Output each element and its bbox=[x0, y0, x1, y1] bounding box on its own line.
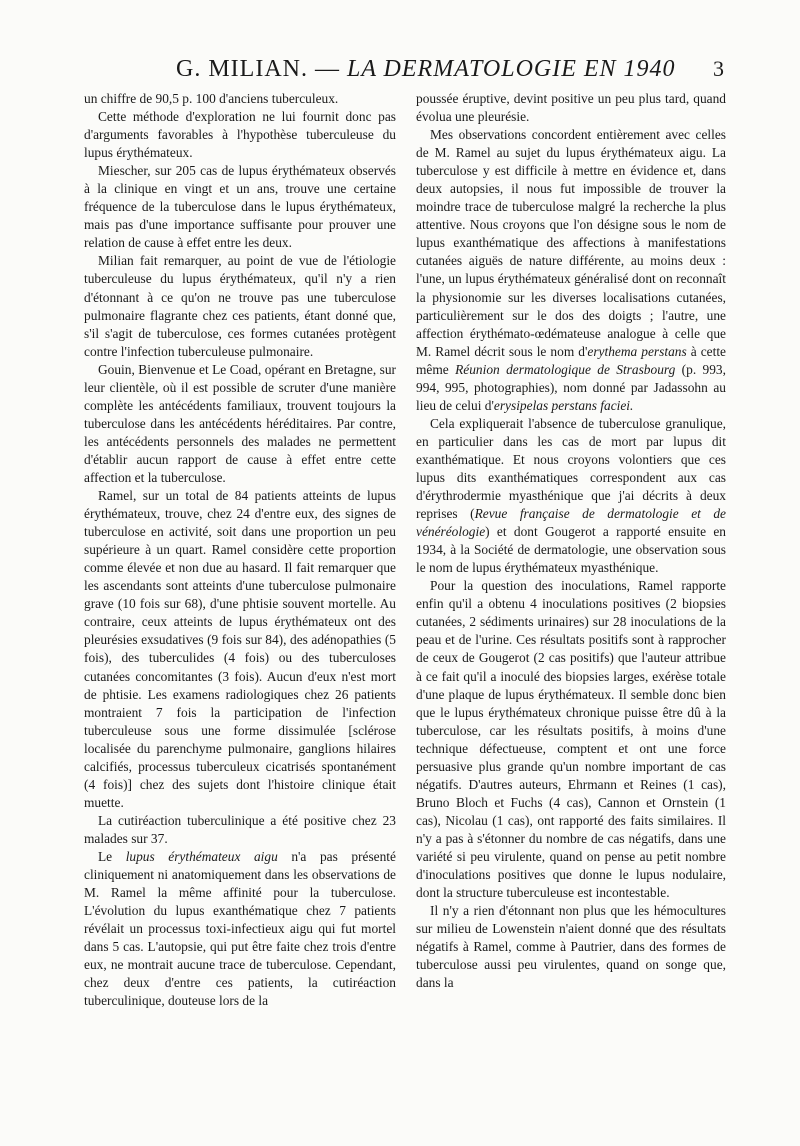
italic-term: erythema perstans bbox=[587, 343, 687, 359]
text-run: Mes observations concordent entièrement avec celles de M. Ramel au sujet du lupus érythémateux aigu. La tuberculose y est difficile à mettre en évidence et, dans deux autopsies, il nous fut impossible de trouver la moindre trace de tuberculose malgré la recherche la plus attentive. Nous croyons que l'on désigne sous le nom de lupus exanthématique des affections à manifestations cutanées aiguës de nature différente, au moins deux : l'une, un lupus érythémateux généralisé dont on reconnaît la physionomie sur les diverses localisations cutanées, particulièrement sur le dos des doigts ; l'autre, une affection érythémato-œdémateuse analogue à celle que M. Ramel décrit sous le nom d' bbox=[416, 127, 726, 359]
text-run: à cette même bbox=[416, 343, 726, 377]
paragraph bbox=[416, 126, 726, 415]
text-run: Le bbox=[98, 848, 126, 864]
header-journal-title: LA DERMATOLOGIE EN 1940 bbox=[346, 56, 676, 82]
page-number: 3 bbox=[713, 56, 724, 81]
text-run: (p. 993, 994, 995, photographies), nom donné par Jadassohn au lieu de celui d' bbox=[416, 361, 726, 413]
paragraph: Pour la question des inoculations, Ramel rapporte enfin qu'il a obtenu 4 inoculations positives (2 biopsies cutanées, 2 sédiments urinaires) sur 28 inoculations de la peau et de l'urine. Ces résultats positifs sont à rapprocher de ceux de Gougerot (2 cas positifs) que l'auteur attribue à ce fait qu'il a inoculé des biopsies larges, exérèse totale d'une plaque de lupus érythémateux. Il semble donc bien que le lupus érythémateux chronique puisse être dû à la tuberculose, car les résultats positifs, à moins d'une technique défectueuse, comptent et ont une force persuasive plus grande qu'un nombre important de cas négatifs. D'autres auteurs, Ehrmann et Reines (1 cas), Bruno Bloch et Fuchs (4 cas), Cannon et Ornstein (1 cas), Nicolau (1 cas), ont rapporté des faits similaires. Il n'y a pas à s'étonner du nombre de cas négatifs, dans une variété si peu virulente, quand on pense au petit nombre d'inoculations positives que donne le lupus nodulaire, dont la structure tuberculeuse est incontestable. bbox=[416, 578, 726, 901]
paragraph: Miescher, sur 205 cas de lupus érythémateux observés à la clinique en vingt et un ans, trouve une certaine fréquence de la tuberculose dans le lupus érythémateux, mais pas d'une importance suffisante pour prouver une relation de cause à effet entre les deux. bbox=[84, 163, 396, 251]
paragraph: poussée éruptive, devint positive un peu plus tard, quand évolua une pleurésie. bbox=[416, 91, 726, 125]
paragraph: Ramel, sur un total de 84 patients atteints de lupus érythémateux, trouve, chez 24 d'entre eux, des signes de tuberculose en activité, soit dans une proportion un peu supérieure à un quart. Ramel considère cette proportion comme élevée et non due au hasard. Il fait remarquer que les ascendants sont atteints d'une tuberculose pulmonaire grave (10 fois sur 68), d'une phtisie souvent mortelle. Au contraire, ceux atteints de lupus érythémateux ont des pleurésies exsudatives (9 fois sur 84), des adénopathies (5 fois), des tuberculides (4 fois) ou des tuberculoses cutanées concomitantes (3 fois). Aucun d'eux n'est mort de phtisie. Les examens radiologiques chez 26 patients montraient 7 fois la participation de l'infection tuberculeuse sous une forme dissimulée [sclérose localisée du parenchyme pulmonaire, ganglions hilaires calcifiés, processus tuberculeux cicatrisés spontanément (4 fois)] chez des sujets dont l'histoire clinique était muette. bbox=[84, 488, 396, 810]
italic-term: erysipelas perstans faciei. bbox=[493, 397, 634, 413]
text-run: Cela expliquerait l'absence de tuberculose granulique, en particulier dans les cas de mort par lupus dit exanthématique. Et nous croyons volontiers que ces lupus dits exanthématiques correspondent aux cas d'érythrodermie myasthénique que j'ai décrits à deux reprises ( bbox=[416, 415, 726, 522]
header-title bbox=[176, 56, 676, 83]
text-run: ) et dont Gougerot a rapporté ensuite en 1934, à la Société de dermatologie, une observation sous le nom de lupus érythémateux myasthénique. bbox=[416, 524, 726, 576]
text-run: n'a pas présenté cliniquement ni anatomiquement dans les observations de M. Ramel la même affinité pour la tuberculose. L'évolution du lupus exanthématique chez 7 patients révélait un processus toxi-infectieux aigu qui fut mortel dans 5 cas. L'autopsie, qui put être faite chez trois d'entre eux, ne montrait aucune trace de tuberculose. Cependant, chez deux d'entre ces patients, la cutiréaction tuberculinique, douteuse lors de la bbox=[84, 848, 396, 1009]
header-author: G. MILIAN. — bbox=[176, 56, 340, 82]
paragraph: Il n'y a rien d'étonnant non plus que les hémocultures sur milieu de Lowenstein n'aient donné que des résultats négatifs à Ramel, comme à Pautrier, dans des formes de tuberculose aussi peu virulentes, quand on songe que, dans la bbox=[416, 903, 726, 991]
paragraph: Gouin, Bienvenue et Le Coad, opérant en Bretagne, sur leur clientèle, où il est possible de scruter d'une manière complète les antécédents familiaux, trouvent toujours la tuberculose dans les antécédents héréditaires. Par contre, les antécédents personnels des malades ne permettent d'établir aucun rapport de cause à effet entre cette affection et la tuberculose. bbox=[84, 361, 396, 485]
italic-citation: Réunion dermatologique de Strasbourg bbox=[455, 361, 676, 377]
left-column bbox=[84, 90, 396, 1010]
right-column bbox=[416, 90, 726, 992]
paragraph: Cette méthode d'exploration ne lui fournit donc pas d'arguments favorables à l'hypothèse tuberculeuse du lupus érythémateux. bbox=[84, 109, 396, 161]
italic-citation: Revue française de dermatologie et de vénéréologie bbox=[416, 506, 726, 540]
running-header bbox=[84, 56, 724, 86]
paragraph: Milian fait remarquer, au point de vue de l'étiologie tuberculeuse du lupus érythémateux, qu'il n'y a rien d'étonnant à ce qu'on ne trouve pas une tuberculose pulmonaire flagrante chez ces patients, étant donné que, s'il s'agit de tuberculose, ces formes cutanées protègent contre l'infection tuberculeuse pulmonaire. bbox=[84, 253, 396, 359]
paragraph bbox=[84, 848, 396, 1010]
paragraph bbox=[416, 415, 726, 577]
paragraph: La cutiréaction tuberculinique a été positive chez 23 malades sur 37. bbox=[84, 812, 396, 846]
italic-term: lupus érythémateux aigu bbox=[125, 848, 278, 864]
paragraph: un chiffre de 90,5 p. 100 d'anciens tuberculeux. bbox=[84, 91, 339, 106]
